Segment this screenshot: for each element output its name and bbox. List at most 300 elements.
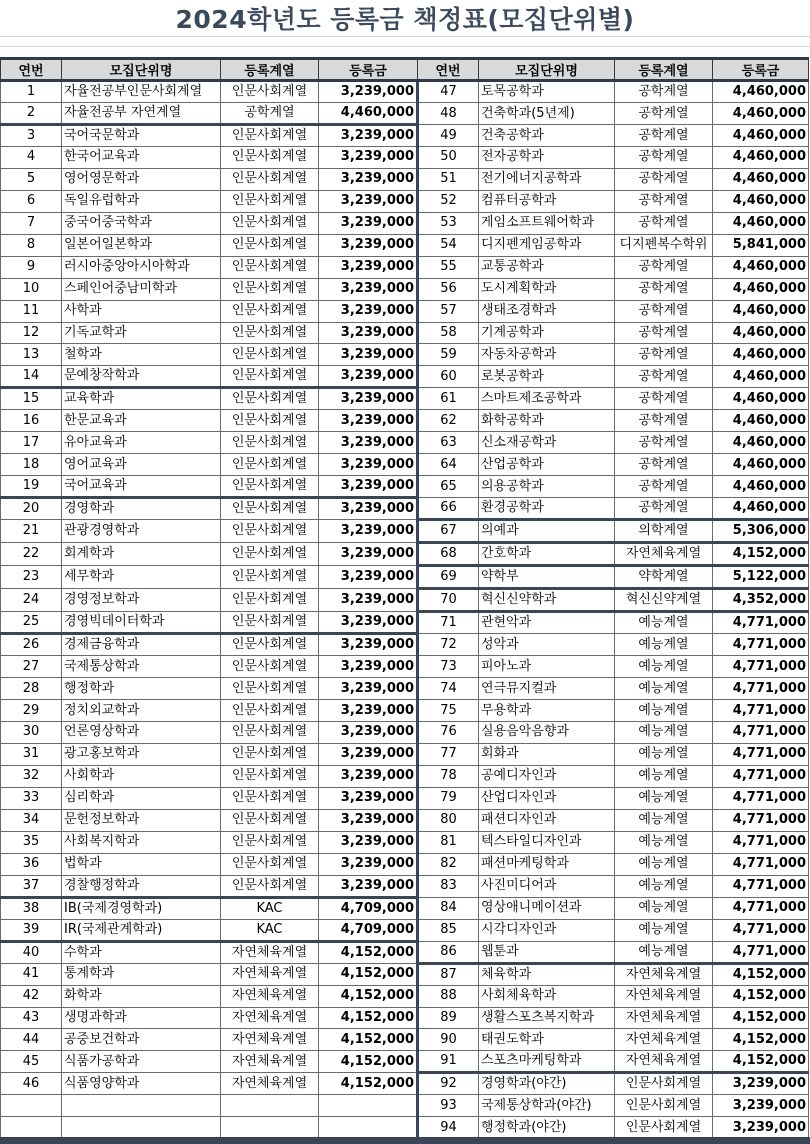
right-unit-name: 실용음악음향과 bbox=[479, 722, 615, 744]
left-tuition-fee: 3,239,000 bbox=[319, 366, 418, 388]
table-row bbox=[1, 678, 809, 700]
right-row-number: 87 bbox=[418, 963, 479, 985]
header-unit: 모집단위명 bbox=[62, 59, 221, 81]
left-tuition-fee bbox=[319, 1095, 418, 1117]
left-tuition-fee: 3,239,000 bbox=[319, 700, 418, 722]
right-unit-name: 디지펜게임공학과 bbox=[479, 234, 615, 256]
left-unit-name: 중국어중국학과 bbox=[62, 212, 221, 234]
right-unit-name: 의용공학과 bbox=[479, 476, 615, 498]
left-unit-name: 정치외교학과 bbox=[62, 700, 221, 722]
right-row-number: 71 bbox=[418, 612, 479, 634]
left-row-number: 36 bbox=[1, 853, 62, 875]
right-tuition-fee: 4,771,000 bbox=[713, 787, 809, 809]
left-category: 인문사회계열 bbox=[221, 787, 319, 809]
left-row-number: 10 bbox=[1, 278, 62, 300]
right-unit-name: 화학공학과 bbox=[479, 410, 615, 432]
left-row-number: 14 bbox=[1, 366, 62, 388]
right-tuition-fee: 4,771,000 bbox=[713, 809, 809, 831]
left-tuition-fee: 3,239,000 bbox=[319, 543, 418, 566]
left-tuition-fee: 3,239,000 bbox=[319, 81, 418, 103]
right-unit-name: 국제통상학과(야간) bbox=[479, 1095, 615, 1117]
right-tuition-fee: 4,460,000 bbox=[713, 190, 809, 212]
header-unit: 모집단위명 bbox=[479, 59, 615, 81]
left-category bbox=[221, 1095, 319, 1117]
left-category: 인문사회계열 bbox=[221, 366, 319, 388]
left-tuition-fee: 3,239,000 bbox=[319, 388, 418, 410]
left-unit-name: 영어영문학과 bbox=[62, 168, 221, 190]
right-tuition-fee: 4,771,000 bbox=[713, 897, 809, 919]
right-unit-name: 산업공학과 bbox=[479, 454, 615, 476]
left-category: 인문사회계열 bbox=[221, 634, 319, 656]
left-category: 인문사회계열 bbox=[221, 300, 319, 322]
right-category: 예능계열 bbox=[615, 656, 713, 678]
left-tuition-fee: 3,239,000 bbox=[319, 432, 418, 454]
table-row bbox=[1, 366, 809, 388]
right-tuition-fee: 4,771,000 bbox=[713, 875, 809, 897]
left-unit-name: 일본어일본학과 bbox=[62, 234, 221, 256]
table-row bbox=[1, 700, 809, 722]
left-row-number: 23 bbox=[1, 566, 62, 589]
right-category: 의학계열 bbox=[615, 520, 713, 543]
right-category: 공학계열 bbox=[615, 103, 713, 125]
table-row bbox=[1, 543, 809, 566]
left-row-number: 41 bbox=[1, 963, 62, 985]
header-category: 등록계열 bbox=[615, 59, 713, 81]
left-category: 인문사회계열 bbox=[221, 476, 319, 498]
left-row-number: 20 bbox=[1, 498, 62, 520]
left-category: 자연체육계열 bbox=[221, 963, 319, 985]
left-unit-name: 문예창작학과 bbox=[62, 366, 221, 388]
right-unit-name: 교통공학과 bbox=[479, 256, 615, 278]
right-category: 공학계열 bbox=[615, 344, 713, 366]
left-category: 인문사회계열 bbox=[221, 722, 319, 744]
table-row bbox=[1, 941, 809, 963]
right-row-number: 61 bbox=[418, 388, 479, 410]
table-row bbox=[1, 476, 809, 498]
table-row bbox=[1, 1007, 809, 1029]
left-row-number: 43 bbox=[1, 1007, 62, 1029]
right-category: 공학계열 bbox=[615, 125, 713, 147]
right-unit-name: 컴퓨터공학과 bbox=[479, 190, 615, 212]
left-category: 인문사회계열 bbox=[221, 589, 319, 612]
left-unit-name: 심리학과 bbox=[62, 787, 221, 809]
left-unit-name: 국제통상학과 bbox=[62, 656, 221, 678]
right-category: 예능계열 bbox=[615, 765, 713, 787]
right-unit-name: 회화과 bbox=[479, 743, 615, 765]
right-category: 공학계열 bbox=[615, 81, 713, 103]
left-category: 인문사회계열 bbox=[221, 410, 319, 432]
left-tuition-fee: 4,152,000 bbox=[319, 1051, 418, 1073]
right-category: 공학계열 bbox=[615, 388, 713, 410]
right-unit-name: 전자공학과 bbox=[479, 147, 615, 169]
table-row bbox=[1, 634, 809, 656]
right-category: 예능계열 bbox=[615, 612, 713, 634]
left-tuition-fee: 3,239,000 bbox=[319, 234, 418, 256]
table-row bbox=[1, 963, 809, 985]
left-row-number: 19 bbox=[1, 476, 62, 498]
left-tuition-fee: 3,239,000 bbox=[319, 498, 418, 520]
left-unit-name: 공중보건학과 bbox=[62, 1029, 221, 1051]
table-row bbox=[1, 388, 809, 410]
right-row-number: 92 bbox=[418, 1073, 479, 1095]
header-no: 연번 bbox=[1, 59, 62, 81]
left-row-number bbox=[1, 1117, 62, 1139]
left-unit-name: 법학과 bbox=[62, 853, 221, 875]
left-category: 인문사회계열 bbox=[221, 147, 319, 169]
left-tuition-fee: 3,239,000 bbox=[319, 476, 418, 498]
left-tuition-fee: 3,239,000 bbox=[319, 787, 418, 809]
left-row-number: 46 bbox=[1, 1073, 62, 1095]
right-tuition-fee: 4,460,000 bbox=[713, 125, 809, 147]
right-category: 혁신신약계열 bbox=[615, 589, 713, 612]
table-row bbox=[1, 520, 809, 543]
left-row-number: 30 bbox=[1, 722, 62, 744]
left-row-number: 44 bbox=[1, 1029, 62, 1051]
left-tuition-fee: 3,239,000 bbox=[319, 454, 418, 476]
left-row-number: 33 bbox=[1, 787, 62, 809]
grid-line bbox=[0, 46, 810, 47]
left-row-number: 27 bbox=[1, 656, 62, 678]
right-tuition-fee: 4,460,000 bbox=[713, 388, 809, 410]
left-tuition-fee: 3,239,000 bbox=[319, 589, 418, 612]
right-row-number: 65 bbox=[418, 476, 479, 498]
right-tuition-fee: 4,460,000 bbox=[713, 476, 809, 498]
right-tuition-fee: 4,152,000 bbox=[713, 963, 809, 985]
left-unit-name: 문헌정보학과 bbox=[62, 809, 221, 831]
right-category: 공학계열 bbox=[615, 168, 713, 190]
right-unit-name: 스마트제조공학과 bbox=[479, 388, 615, 410]
left-tuition-fee: 4,152,000 bbox=[319, 1007, 418, 1029]
left-category: 인문사회계열 bbox=[221, 190, 319, 212]
right-tuition-fee: 4,152,000 bbox=[713, 1029, 809, 1051]
right-unit-name: 스포츠마케팅학과 bbox=[479, 1051, 615, 1073]
left-category: 인문사회계열 bbox=[221, 81, 319, 103]
left-unit-name: 세무학과 bbox=[62, 566, 221, 589]
table-row bbox=[1, 168, 809, 190]
left-tuition-fee: 3,239,000 bbox=[319, 256, 418, 278]
table-row bbox=[1, 256, 809, 278]
left-row-number: 8 bbox=[1, 234, 62, 256]
table-row bbox=[1, 875, 809, 897]
right-unit-name: 환경공학과 bbox=[479, 498, 615, 520]
left-row-number: 7 bbox=[1, 212, 62, 234]
table-row bbox=[1, 190, 809, 212]
right-category: 공학계열 bbox=[615, 476, 713, 498]
right-category: 공학계열 bbox=[615, 498, 713, 520]
left-row-number: 37 bbox=[1, 875, 62, 897]
grid-line bbox=[0, 36, 810, 37]
left-category: 인문사회계열 bbox=[221, 765, 319, 787]
right-unit-name: 혁신신약학과 bbox=[479, 589, 615, 612]
right-unit-name: 게임소프트웨어학과 bbox=[479, 212, 615, 234]
left-category: 자연체육계열 bbox=[221, 985, 319, 1007]
left-category: 인문사회계열 bbox=[221, 612, 319, 634]
table-row bbox=[1, 612, 809, 634]
left-category: 공학계열 bbox=[221, 103, 319, 125]
right-row-number: 63 bbox=[418, 432, 479, 454]
left-unit-name: 한국어교육과 bbox=[62, 147, 221, 169]
table-row bbox=[1, 432, 809, 454]
left-unit-name: 국어국문학과 bbox=[62, 125, 221, 147]
right-unit-name: 피아노과 bbox=[479, 656, 615, 678]
right-unit-name: 기계공학과 bbox=[479, 322, 615, 344]
left-unit-name: 광고홍보학과 bbox=[62, 743, 221, 765]
right-category: 공학계열 bbox=[615, 432, 713, 454]
right-row-number: 59 bbox=[418, 344, 479, 366]
left-category: 인문사회계열 bbox=[221, 743, 319, 765]
right-row-number: 90 bbox=[418, 1029, 479, 1051]
table-row bbox=[1, 1117, 809, 1139]
right-row-number: 50 bbox=[418, 147, 479, 169]
left-unit-name: 언론영상학과 bbox=[62, 722, 221, 744]
right-unit-name: 도시계획학과 bbox=[479, 278, 615, 300]
left-category: 인문사회계열 bbox=[221, 322, 319, 344]
right-unit-name: 생활스포츠복지학과 bbox=[479, 1007, 615, 1029]
left-row-number: 18 bbox=[1, 454, 62, 476]
right-unit-name: 신소재공학과 bbox=[479, 432, 615, 454]
right-category: 공학계열 bbox=[615, 366, 713, 388]
right-unit-name: 건축공학과 bbox=[479, 125, 615, 147]
right-tuition-fee: 4,460,000 bbox=[713, 300, 809, 322]
table-row bbox=[1, 1073, 809, 1095]
left-tuition-fee: 3,239,000 bbox=[319, 147, 418, 169]
bottom-border bbox=[0, 1137, 810, 1144]
left-category: 인문사회계열 bbox=[221, 678, 319, 700]
right-category: 예능계열 bbox=[615, 678, 713, 700]
left-row-number: 35 bbox=[1, 831, 62, 853]
table-row bbox=[1, 498, 809, 520]
left-category: 자연체육계열 bbox=[221, 941, 319, 963]
right-row-number: 55 bbox=[418, 256, 479, 278]
left-tuition-fee: 4,152,000 bbox=[319, 963, 418, 985]
left-unit-name: 행정학과 bbox=[62, 678, 221, 700]
right-row-number: 85 bbox=[418, 919, 479, 941]
right-unit-name: 패션디자인과 bbox=[479, 809, 615, 831]
table-row bbox=[1, 322, 809, 344]
left-category: 인문사회계열 bbox=[221, 344, 319, 366]
left-category: 자연체육계열 bbox=[221, 1073, 319, 1095]
left-category: 자연체육계열 bbox=[221, 1051, 319, 1073]
left-unit-name bbox=[62, 1095, 221, 1117]
right-category: 공학계열 bbox=[615, 147, 713, 169]
right-tuition-fee: 4,152,000 bbox=[713, 543, 809, 566]
right-category: 공학계열 bbox=[615, 190, 713, 212]
right-row-number: 94 bbox=[418, 1117, 479, 1139]
table-row bbox=[1, 1029, 809, 1051]
left-row-number: 11 bbox=[1, 300, 62, 322]
left-category: 인문사회계열 bbox=[221, 498, 319, 520]
right-tuition-fee: 5,122,000 bbox=[713, 566, 809, 589]
right-row-number: 91 bbox=[418, 1051, 479, 1073]
left-unit-name: 경제금융학과 bbox=[62, 634, 221, 656]
left-category: 인문사회계열 bbox=[221, 809, 319, 831]
right-row-number: 72 bbox=[418, 634, 479, 656]
right-unit-name: 사진미디어과 bbox=[479, 875, 615, 897]
right-tuition-fee: 4,152,000 bbox=[713, 1007, 809, 1029]
right-row-number: 83 bbox=[418, 875, 479, 897]
left-row-number: 17 bbox=[1, 432, 62, 454]
left-category: 인문사회계열 bbox=[221, 520, 319, 543]
left-tuition-fee: 3,239,000 bbox=[319, 168, 418, 190]
right-tuition-fee: 4,771,000 bbox=[713, 853, 809, 875]
table-row bbox=[1, 897, 809, 919]
right-row-number: 79 bbox=[418, 787, 479, 809]
left-unit-name: 관광경영학과 bbox=[62, 520, 221, 543]
right-unit-name: 태권도학과 bbox=[479, 1029, 615, 1051]
right-category: 예능계열 bbox=[615, 787, 713, 809]
left-tuition-fee: 3,239,000 bbox=[319, 678, 418, 700]
right-category: 인문사회계열 bbox=[615, 1117, 713, 1139]
left-tuition-fee: 3,239,000 bbox=[319, 765, 418, 787]
left-tuition-fee: 3,239,000 bbox=[319, 809, 418, 831]
right-tuition-fee: 4,771,000 bbox=[713, 612, 809, 634]
right-unit-name: 패션마케팅학과 bbox=[479, 853, 615, 875]
table-row bbox=[1, 853, 809, 875]
left-row-number: 32 bbox=[1, 765, 62, 787]
left-tuition-fee: 3,239,000 bbox=[319, 190, 418, 212]
right-row-number: 82 bbox=[418, 853, 479, 875]
table-row bbox=[1, 103, 809, 125]
left-unit-name: 국어교육과 bbox=[62, 476, 221, 498]
right-unit-name: 성악과 bbox=[479, 634, 615, 656]
table-row bbox=[1, 234, 809, 256]
left-tuition-fee: 3,239,000 bbox=[319, 125, 418, 147]
right-tuition-fee: 4,460,000 bbox=[713, 454, 809, 476]
page-title: 2024학년도 등록금 책정표(모집단위별) bbox=[175, 5, 635, 34]
left-category: 인문사회계열 bbox=[221, 700, 319, 722]
left-unit-name: 기독교학과 bbox=[62, 322, 221, 344]
right-unit-name: 자동차공학과 bbox=[479, 344, 615, 366]
right-tuition-fee: 4,460,000 bbox=[713, 278, 809, 300]
left-tuition-fee: 4,152,000 bbox=[319, 1029, 418, 1051]
right-row-number: 58 bbox=[418, 322, 479, 344]
table-row bbox=[1, 787, 809, 809]
table-row bbox=[1, 1095, 809, 1117]
left-unit-name: 사학과 bbox=[62, 300, 221, 322]
left-tuition-fee: 3,239,000 bbox=[319, 722, 418, 744]
right-unit-name: 의예과 bbox=[479, 520, 615, 543]
right-unit-name: 공예디자인과 bbox=[479, 765, 615, 787]
left-unit-name: 경영빅데이터학과 bbox=[62, 612, 221, 634]
right-row-number: 48 bbox=[418, 103, 479, 125]
right-category: 자연체육계열 bbox=[615, 1029, 713, 1051]
right-unit-name: 시각디자인과 bbox=[479, 919, 615, 941]
right-category: 공학계열 bbox=[615, 278, 713, 300]
left-row-number: 26 bbox=[1, 634, 62, 656]
left-category: KAC bbox=[221, 897, 319, 919]
left-unit-name: 경찰행정학과 bbox=[62, 875, 221, 897]
left-unit-name: 유아교육과 bbox=[62, 432, 221, 454]
left-category: 인문사회계열 bbox=[221, 656, 319, 678]
right-tuition-fee: 3,239,000 bbox=[713, 1117, 809, 1139]
left-row-number: 42 bbox=[1, 985, 62, 1007]
right-unit-name: 체육학과 bbox=[479, 963, 615, 985]
left-tuition-fee: 3,239,000 bbox=[319, 410, 418, 432]
right-tuition-fee: 5,841,000 bbox=[713, 234, 809, 256]
left-unit-name: 교육학과 bbox=[62, 388, 221, 410]
left-unit-name: 사회복지학과 bbox=[62, 831, 221, 853]
left-row-number: 21 bbox=[1, 520, 62, 543]
right-tuition-fee: 4,460,000 bbox=[713, 256, 809, 278]
right-tuition-fee: 3,239,000 bbox=[713, 1073, 809, 1095]
right-category: 예능계열 bbox=[615, 634, 713, 656]
left-row-number: 31 bbox=[1, 743, 62, 765]
right-row-number: 93 bbox=[418, 1095, 479, 1117]
right-unit-name: 행정학과(야간) bbox=[479, 1117, 615, 1139]
table-row bbox=[1, 919, 809, 941]
left-row-number: 25 bbox=[1, 612, 62, 634]
right-row-number: 84 bbox=[418, 897, 479, 919]
right-category: 자연체육계열 bbox=[615, 1007, 713, 1029]
right-row-number: 89 bbox=[418, 1007, 479, 1029]
right-tuition-fee: 4,460,000 bbox=[713, 168, 809, 190]
left-unit-name: 회계학과 bbox=[62, 543, 221, 566]
right-row-number: 52 bbox=[418, 190, 479, 212]
header-fee: 등록금 bbox=[319, 59, 418, 81]
left-row-number: 29 bbox=[1, 700, 62, 722]
left-unit-name: 경영학과 bbox=[62, 498, 221, 520]
left-tuition-fee: 4,709,000 bbox=[319, 919, 418, 941]
right-tuition-fee: 4,771,000 bbox=[713, 678, 809, 700]
right-category: 공학계열 bbox=[615, 212, 713, 234]
table-row bbox=[1, 454, 809, 476]
right-row-number: 76 bbox=[418, 722, 479, 744]
left-row-number: 24 bbox=[1, 589, 62, 612]
left-row-number: 5 bbox=[1, 168, 62, 190]
right-tuition-fee: 4,460,000 bbox=[713, 81, 809, 103]
left-row-number: 45 bbox=[1, 1051, 62, 1073]
left-unit-name: 철학과 bbox=[62, 344, 221, 366]
right-category: 예능계열 bbox=[615, 809, 713, 831]
left-row-number: 13 bbox=[1, 344, 62, 366]
table-header-row bbox=[1, 59, 809, 81]
left-row-number: 40 bbox=[1, 941, 62, 963]
left-category: 자연체육계열 bbox=[221, 1007, 319, 1029]
table-row bbox=[1, 809, 809, 831]
left-unit-name: 독일유럽학과 bbox=[62, 190, 221, 212]
right-tuition-fee: 4,771,000 bbox=[713, 634, 809, 656]
right-row-number: 77 bbox=[418, 743, 479, 765]
header-no: 연번 bbox=[418, 59, 479, 81]
left-tuition-fee: 3,239,000 bbox=[319, 634, 418, 656]
left-category: 인문사회계열 bbox=[221, 125, 319, 147]
right-row-number: 88 bbox=[418, 985, 479, 1007]
right-category: 자연체육계열 bbox=[615, 1051, 713, 1073]
right-category: 인문사회계열 bbox=[615, 1095, 713, 1117]
right-row-number: 66 bbox=[418, 498, 479, 520]
left-tuition-fee: 3,239,000 bbox=[319, 300, 418, 322]
right-tuition-fee: 4,460,000 bbox=[713, 147, 809, 169]
right-tuition-fee: 4,460,000 bbox=[713, 212, 809, 234]
left-tuition-fee bbox=[319, 1117, 418, 1139]
left-unit-name: 스페인어중남미학과 bbox=[62, 278, 221, 300]
table-row bbox=[1, 722, 809, 744]
right-unit-name: 간호학과 bbox=[479, 543, 615, 566]
table-row bbox=[1, 81, 809, 103]
left-unit-name: IB(국제경영학과) bbox=[62, 897, 221, 919]
right-unit-name: 사회체육학과 bbox=[479, 985, 615, 1007]
left-row-number: 16 bbox=[1, 410, 62, 432]
left-category: 인문사회계열 bbox=[221, 875, 319, 897]
table-row bbox=[1, 566, 809, 589]
right-unit-name: 생태조경학과 bbox=[479, 300, 615, 322]
left-category: 인문사회계열 bbox=[221, 168, 319, 190]
right-category: 예능계열 bbox=[615, 919, 713, 941]
right-row-number: 51 bbox=[418, 168, 479, 190]
right-unit-name: 산업디자인과 bbox=[479, 787, 615, 809]
left-category: 인문사회계열 bbox=[221, 454, 319, 476]
right-tuition-fee: 4,460,000 bbox=[713, 432, 809, 454]
